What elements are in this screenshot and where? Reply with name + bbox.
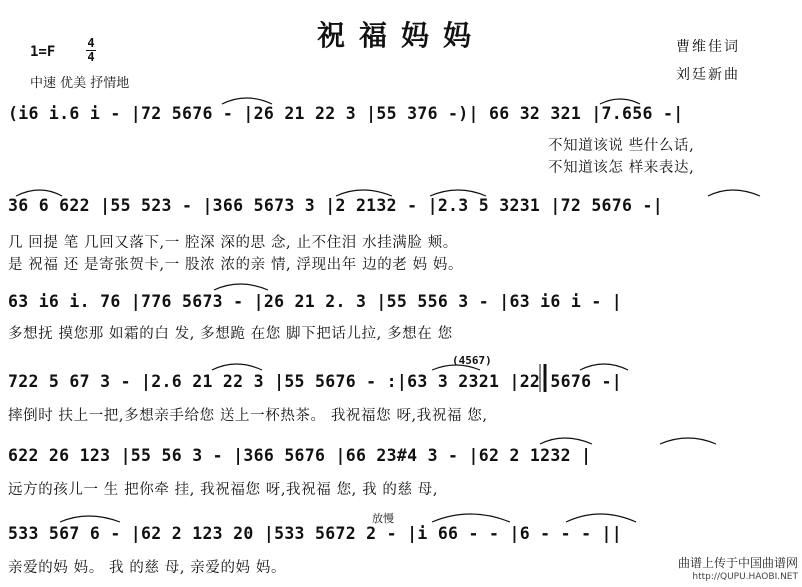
- watermark: [678, 556, 798, 584]
- watermark-url: http://QUPU.HAOBI.NET: [692, 572, 798, 582]
- notation-row-4: 722 5 67 3 - |2.6 21 22 3 |55 5676 - :|63 3 2321 |22 5676 -|: [8, 372, 623, 391]
- page-title: 祝福妈妈: [316, 19, 485, 52]
- lyricist-credit: 曹维佳词: [676, 39, 740, 55]
- notation-row-5: 622 26 123 |55 56 3 - |366 5676 |66 23#4 3 - |62 2 1232 |: [8, 446, 592, 465]
- notation-row-1: (i6 i.6 i - |72 5676 - |26 21 22 3 |55 376 -)| 66 32 321 |7.656 -|: [8, 104, 684, 123]
- key-signature: 1=F: [30, 44, 56, 60]
- lyric-row-5: 远方的孩儿一 生 把你牵 挂, 我祝福您 呀,我祝福 您, 我 的慈 母,: [8, 482, 439, 498]
- lyric-row-2-verse-1: 几 回提 笔 几回又落下,一 腔深 深的思 念, 止不住泪 水挂满脸 颊。: [8, 235, 458, 251]
- meter-top: 4: [87, 36, 95, 50]
- volta-label: (4567): [452, 354, 492, 367]
- lyric-row-3: 多想抚 摸您那 如霜的白 发, 多想跪 在您 脚下把话儿拉, 多想在 您: [8, 326, 453, 342]
- ritardando-mark: 放慢: [372, 512, 394, 525]
- notation-row-3: 63 i6 i. 76 |776 5673 - |26 21 2. 3 |55 556 3 - |63 i6 i - |: [8, 292, 623, 311]
- notation-row-2: 36 6 622 |55 523 - |366 5673 3 |2 2132 - |2.3 5 3231 |72 5676 -|: [8, 196, 663, 215]
- lyric-row-1-verse-1: 不知道该说 些什么话,: [548, 138, 695, 154]
- notation-row-6: 533 567 6 - |62 2 123 20 |533 5672 2 - |i 66 - - |6 - - - ||: [8, 524, 623, 543]
- lyric-row-6: 亲爱的妈 妈。 我 的慈 母, 亲爱的妈 妈。: [8, 560, 287, 576]
- composer-credit: 刘廷新曲: [676, 67, 740, 83]
- watermark-text: 曲谱上传于中国曲谱网: [677, 556, 798, 570]
- meter-bottom: 4: [87, 50, 95, 64]
- tempo-marking: 中速 优美 抒情地: [30, 76, 130, 91]
- time-signature: [86, 38, 96, 63]
- lyric-row-2-verse-2: 是 祝福 还 是寄张贺卡,一 股浓 浓的亲 情, 浮现出年 边的老 妈 妈。: [8, 257, 464, 273]
- lyric-row-1-verse-2: 不知道该怎 样来表达,: [548, 160, 695, 176]
- lyric-row-4: 摔倒时 扶上一把,多想亲手给您 送上一杯热茶。 我祝福您 呀,我祝福 您,: [8, 408, 488, 424]
